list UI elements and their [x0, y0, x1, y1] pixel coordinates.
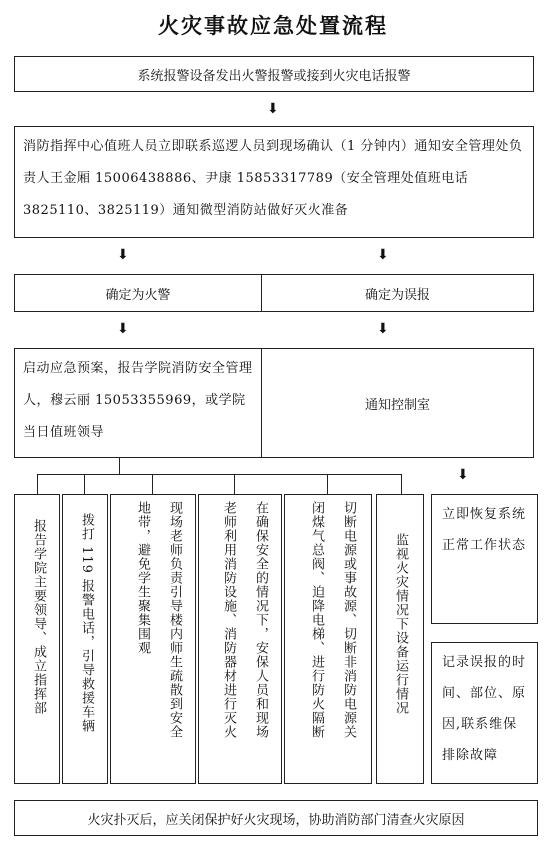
final-text: 火灾扑灭后，应关闭保护好火灾现场，协助消防部门清查火灾原因 — [87, 812, 465, 828]
connector-line — [401, 474, 402, 494]
record-box — [431, 642, 538, 784]
action-text: 拨打 119 报警电话，引导救援车辆 — [79, 513, 94, 734]
confirm-box — [14, 126, 534, 238]
start-plan-box — [14, 348, 262, 458]
connector-line — [119, 458, 120, 474]
notify-control-text: 通知控制室 — [364, 397, 430, 413]
action-box-monitor — [376, 494, 424, 784]
action-text: 切断电源或事故源、切断非消防电源关 — [341, 501, 356, 739]
action-text: 闭煤气总阀、迫降电梯、进行防火隔断 — [309, 501, 324, 739]
alarm-text: 系统报警设备发出火警报警或接到火灾电话报警 — [137, 68, 411, 84]
action-text: 老师利用消防设施、消防器材进行灭火 — [221, 501, 236, 739]
confirm-text: 消防指挥中心值班人员立即联系巡逻人员到现场确认（1 分钟内）通知安全管理处负责人王金厢 15006438886、尹康 15853317789（安全管理处值班电话 3825110、3825119）通知微型消防站做好灭火准备 — [23, 139, 523, 218]
record-text: 记录误报的时间、部位、原因,联系维保排除故障 — [442, 655, 527, 763]
connector-line — [234, 474, 235, 494]
action-box-report-leaders — [14, 494, 60, 784]
alarm-box — [14, 56, 534, 92]
fire-confirmed-box — [14, 274, 262, 312]
connector-line — [327, 474, 328, 494]
action-text: 在确保安全的情况下，安保人员和现场 — [253, 501, 268, 739]
arrow-down-icon: ⬇ — [267, 101, 279, 117]
action-text: 地带，避免学生聚集围观 — [135, 501, 150, 655]
final-box — [14, 800, 538, 836]
start-plan-text: 启动应急预案，报告学院消防安全管理人，穆云丽 15053355969，或学院当日值班领导 — [23, 361, 253, 440]
restore-box — [431, 494, 538, 624]
action-box-evacuate — [110, 494, 196, 784]
action-box-call-119 — [62, 494, 108, 784]
arrow-down-icon: ⬇ — [117, 321, 129, 337]
arrow-down-icon: ⬇ — [377, 247, 389, 263]
arrow-down-icon: ⬇ — [117, 247, 129, 263]
connector-line — [37, 474, 401, 475]
false-alarm-box — [261, 274, 534, 312]
page-title: 火灾事故应急处置流程 — [158, 14, 388, 38]
action-box-cut-power — [284, 494, 372, 784]
action-text: 监视火灾情况下设备运行情况 — [393, 533, 408, 715]
action-box-extinguish — [198, 494, 282, 784]
notify-control-box — [261, 348, 534, 458]
connector-line — [37, 474, 38, 494]
action-text: 报告学院主要领导、成立指挥部 — [31, 519, 46, 715]
restore-text: 立即恢复系统正常工作状态 — [442, 507, 527, 553]
action-text: 现场老师负责引导楼内师生疏散到安全 — [167, 501, 182, 739]
fire-confirmed-text: 确定为火警 — [105, 287, 171, 303]
false-alarm-text: 确定为误报 — [364, 287, 430, 303]
connector-line — [152, 474, 153, 494]
arrow-down-icon: ⬇ — [377, 321, 389, 337]
arrow-down-icon: ⬇ — [457, 467, 469, 483]
connector-line — [84, 474, 85, 494]
